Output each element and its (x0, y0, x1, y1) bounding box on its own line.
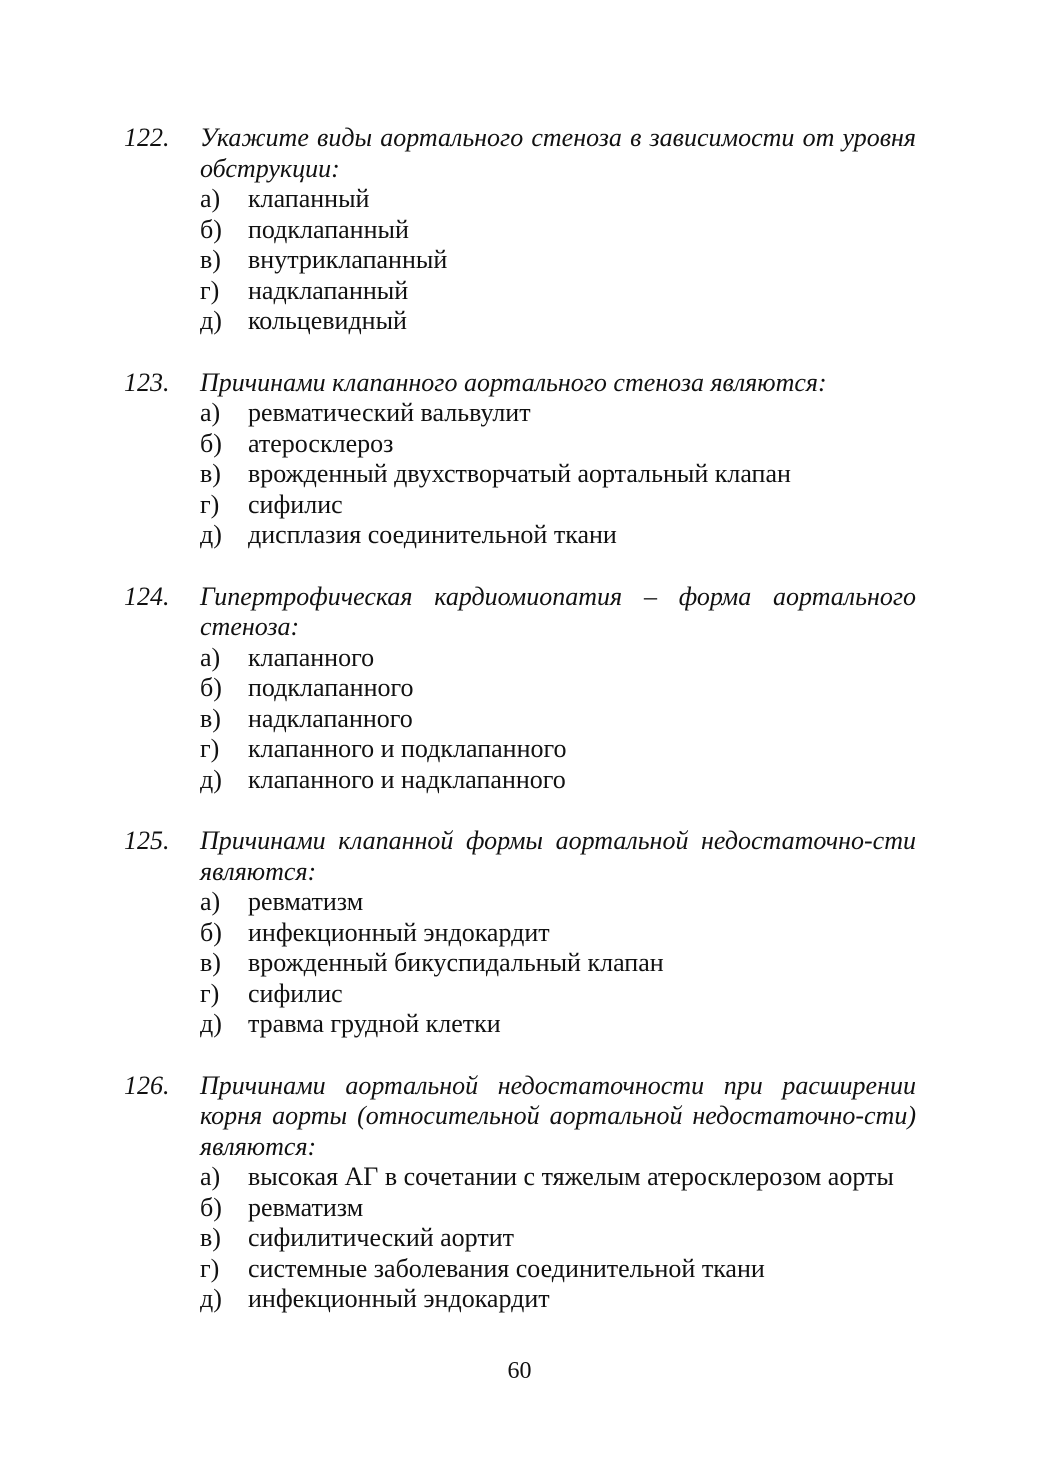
question-text: Причинами клапанной формы аортальной недостаточно-сти являются: (200, 826, 916, 886)
answer-letter: в) (200, 245, 221, 274)
answer-letter: г) (200, 734, 220, 763)
answer-option (200, 734, 916, 765)
question-heading (124, 368, 916, 399)
answer-text: клапанного и надклапанного (248, 764, 566, 794)
answer-option (200, 459, 916, 490)
answer-letter: г) (200, 978, 220, 1008)
answer-option (200, 520, 916, 551)
answer-text: внутриклапанный (248, 245, 448, 274)
answer-letter: д) (200, 1009, 222, 1038)
answer-letter: а) (200, 184, 221, 213)
answer-letter: в) (200, 948, 221, 977)
question-text: Укажите виды аортального стеноза в зависимости от уровня обструкции: (200, 123, 916, 183)
answer-text: надклапанного (248, 703, 413, 733)
answer-option (200, 1254, 916, 1285)
answer-list (124, 1162, 916, 1315)
answer-option (200, 306, 916, 337)
answer-list (124, 184, 916, 337)
answer-text: инфекционный эндокардит (248, 1284, 550, 1313)
answer-text: инфекционный эндокардит (248, 917, 550, 947)
answer-option (200, 918, 916, 949)
answer-letter: а) (200, 887, 221, 916)
answer-letter: д) (200, 520, 222, 549)
answer-text: высокая АГ в сочетании с тяжелым атеросклерозом аорты (248, 1162, 894, 1191)
answer-text: сифилитический аортит (248, 1223, 514, 1252)
question-3 (124, 582, 916, 796)
question-5 (124, 1071, 916, 1315)
question-number: 123. (124, 367, 170, 397)
question-text: Причинами клапанного аортального стеноза являются: (200, 367, 827, 397)
questions-list (124, 123, 916, 1346)
question-4 (124, 826, 916, 1040)
answer-letter: б) (200, 917, 222, 947)
question-heading (124, 1071, 916, 1163)
answer-text: сифилис (248, 489, 343, 519)
answer-list (124, 398, 916, 551)
question-number: 124. (124, 581, 170, 611)
answer-text: клапанный (248, 184, 370, 213)
answer-letter: г) (200, 489, 220, 519)
answer-letter: а) (200, 1162, 221, 1191)
answer-option (200, 979, 916, 1010)
answer-letter: а) (200, 642, 221, 672)
question-1 (124, 123, 916, 337)
answer-list (124, 643, 916, 796)
answer-option (200, 948, 916, 979)
answer-text: подклапанного (248, 673, 414, 702)
answer-text: клапанного (248, 642, 375, 672)
answer-option (200, 245, 916, 276)
answer-letter: в) (200, 459, 221, 488)
page-number: 60 (507, 1358, 532, 1384)
answer-text: ревматизм (248, 887, 364, 916)
answer-option (200, 490, 916, 521)
answer-letter: д) (200, 306, 222, 335)
question-heading (124, 826, 916, 887)
answer-text: дисплазия соединительной ткани (248, 520, 617, 549)
answer-option (200, 765, 916, 796)
answer-text: клапанного и подклапанного (248, 734, 567, 763)
answer-letter: д) (200, 1284, 222, 1313)
answer-option (200, 184, 916, 215)
answer-option (200, 276, 916, 307)
answer-letter: г) (200, 1253, 220, 1283)
answer-option (200, 643, 916, 674)
answer-text: ревматизм (248, 1192, 364, 1222)
question-text: Гипертрофическая кардиомиопатия – форма аортального стеноза: (200, 581, 916, 641)
answer-text: травма грудной клетки (248, 1009, 501, 1038)
question-heading (124, 582, 916, 643)
answer-option (200, 887, 916, 918)
answer-text: ревматический вальвулит (248, 398, 531, 427)
answer-text: врожденный бикуспидальный клапан (248, 948, 664, 977)
question-number: 125. (124, 826, 170, 855)
answer-option (200, 215, 916, 246)
answer-option (200, 1223, 916, 1254)
answer-letter: б) (200, 673, 222, 702)
answer-letter: б) (200, 428, 222, 458)
answer-text: кольцевидный (248, 306, 407, 335)
question-heading (124, 123, 916, 184)
answer-letter: в) (200, 1223, 221, 1252)
question-number: 122. (124, 123, 170, 152)
answer-option (200, 1193, 916, 1224)
answer-letter: а) (200, 398, 221, 427)
answer-option (200, 1009, 916, 1040)
answer-letter: д) (200, 764, 222, 794)
answer-text: системные заболевания соединительной ткани (248, 1253, 765, 1283)
answer-option (200, 1284, 916, 1315)
answer-letter: в) (200, 703, 221, 733)
answer-text: атеросклероз (248, 428, 394, 458)
answer-list (124, 887, 916, 1040)
question-number: 126. (124, 1070, 170, 1100)
answer-option (200, 673, 916, 704)
answer-text: сифилис (248, 978, 343, 1008)
answer-text: врожденный двухстворчатый аортальный клапан (248, 459, 791, 488)
answer-option (200, 429, 916, 460)
question-2 (124, 368, 916, 551)
answer-letter: б) (200, 1192, 222, 1222)
answer-text: надклапанный (248, 275, 409, 305)
answer-text: подклапанный (248, 214, 409, 244)
answer-option (200, 398, 916, 429)
question-text: Причинами аортальной недостаточности при расширении корня аорты (относительной аортальной недостаточно-сти) являются: (200, 1070, 916, 1161)
answer-letter: г) (200, 275, 220, 305)
answer-letter: б) (200, 214, 222, 244)
answer-option (200, 1162, 916, 1193)
answer-option (200, 704, 916, 735)
